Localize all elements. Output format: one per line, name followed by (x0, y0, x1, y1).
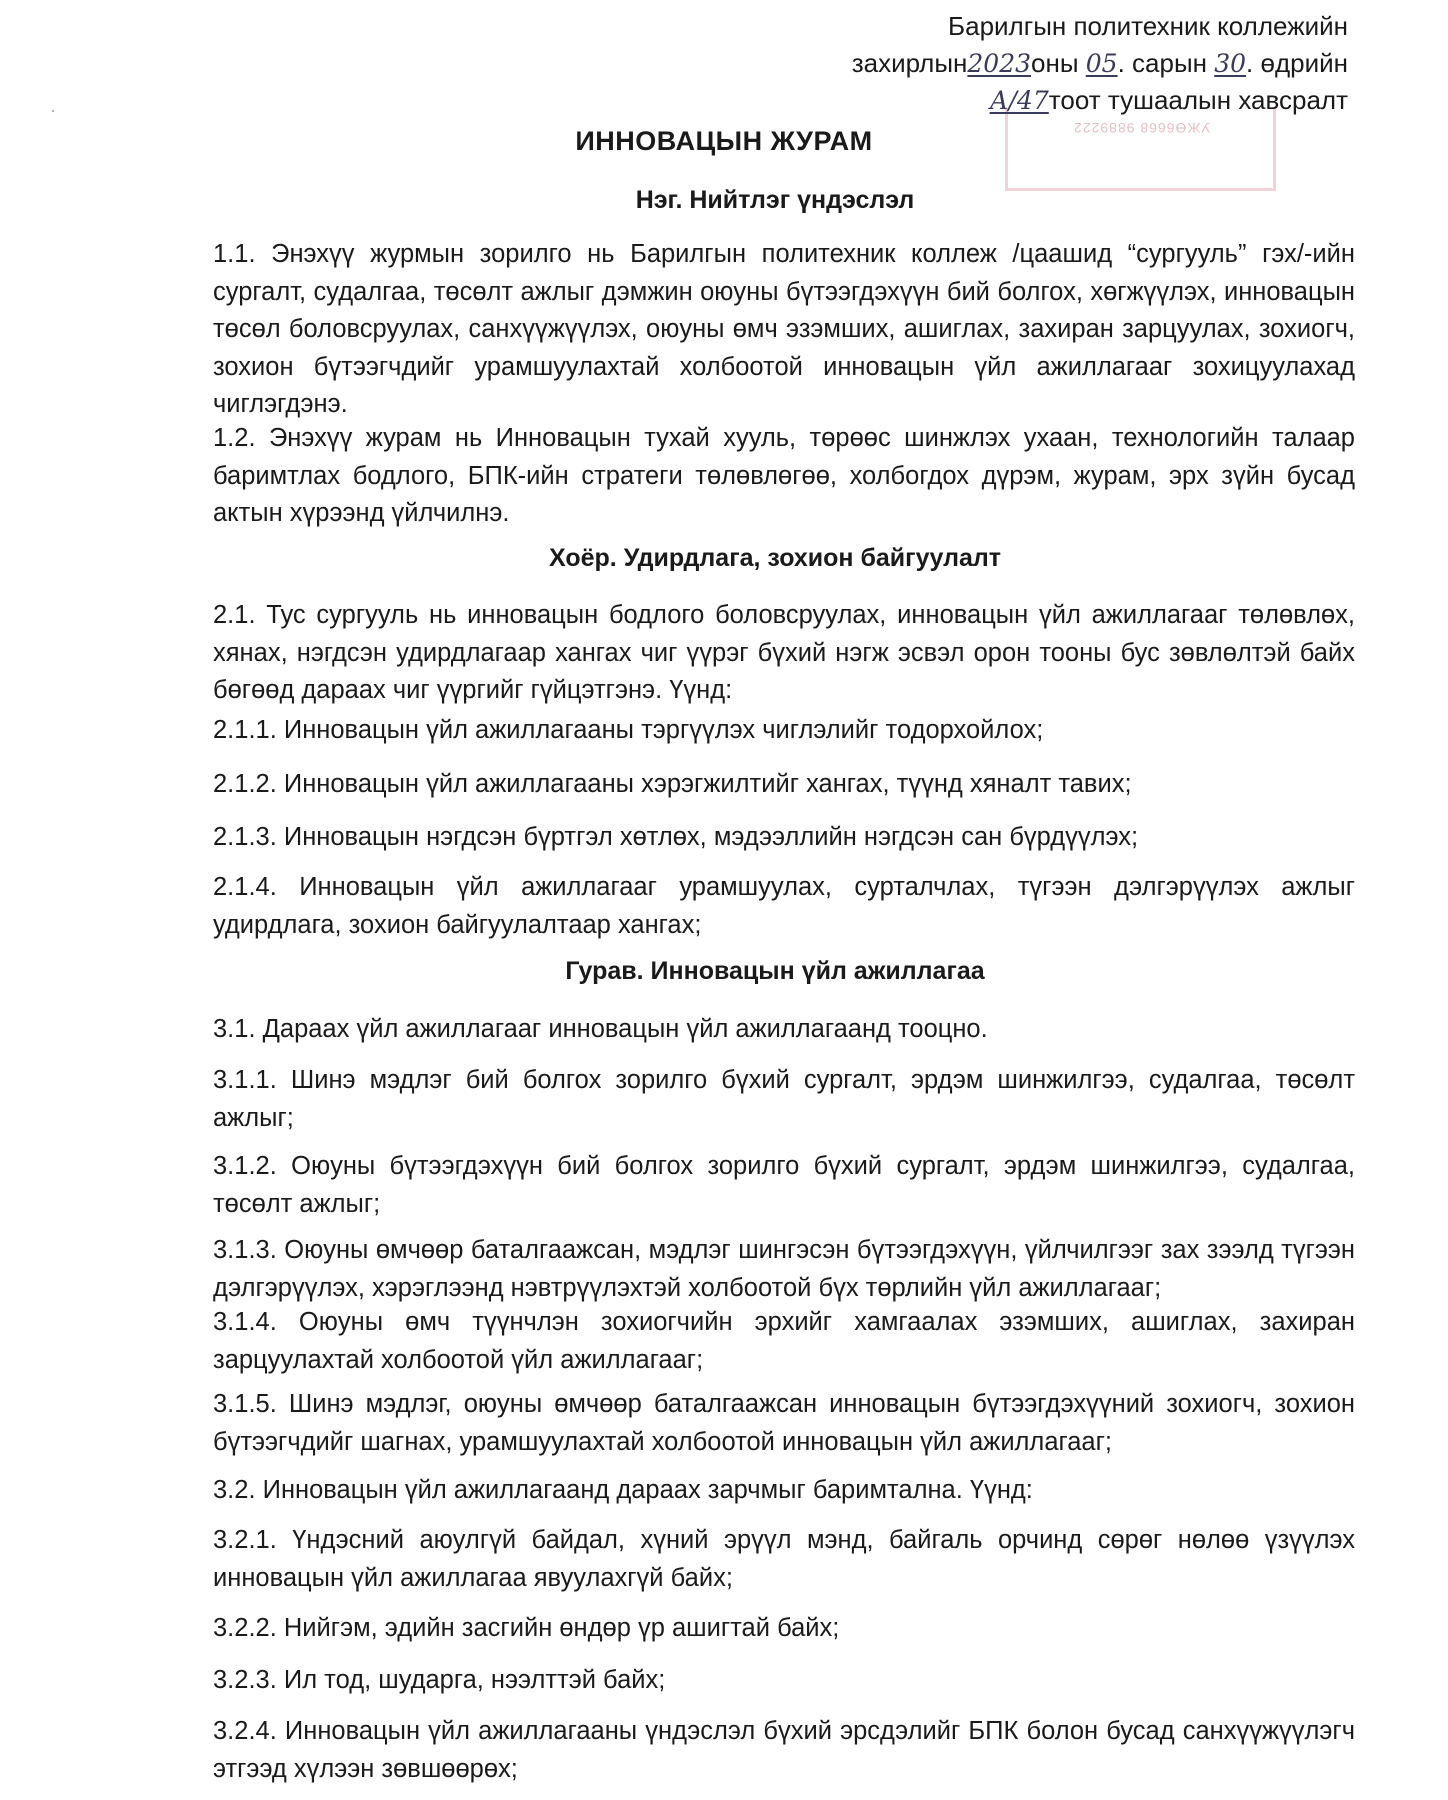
paragraph-2-1-2: 2.1.2. Инновацын үйл ажиллагааны хэрэгжилтийг хангах, түүнд хяналт тавих; (213, 770, 1132, 798)
paragraph-3-1-5: 3.1.5. Шинэ мэдлэг, оюуны өмчөөр баталгаажсан инновацын бүтээгдэхүүний зохиогч, зохион бүтээгчдийг шагнах, урамшуулахтай холбоотой инновацын үйл ажиллагааг; (213, 1390, 1355, 1456)
order-reference-header (852, 8, 1348, 119)
section-heading-1: Нэг. Нийтлэг үндэслэл (635, 186, 915, 214)
paragraph-3-1-1: 3.1.1. Шинэ мэдлэг бий болгох зорилго бүхий сургалт, эрдэм шинжилгээ, судалгаа, төсөлт ажлыг; (213, 1066, 1355, 1132)
paragraph-3-1-2: 3.1.2. Оюуны бүтээгдэхүүн бий болгох зорилго бүхий сургалт, эрдэм шинжилгээ, судалгаа, төсөлт ажлыг; (213, 1152, 1355, 1218)
header-text: тоот тушаалын хавсралт (1048, 85, 1348, 115)
paragraph-2-1-1: 2.1.1. Инновацын үйл ажиллагааны тэргүүлэх чиглэлийг тодорхойлох; (213, 716, 1044, 744)
paragraph-2-1: 2.1. Тус сургууль нь инновацын бодлого боловсруулах, инновацын үйл ажиллагааг төлөвлөх, хянах, нэгдсэн удирдлагаар хангах чиг үүрэг бүхий нэгж эсвэл орон тооны бус зөвлөлтэй байх бөгөөд дараах чиг үүргийг гүйцэтгэнэ. Үүнд: (213, 601, 1355, 704)
paragraph-3-2-1: 3.2.1. Үндэсний аюулгүй байдал, хүний эрүүл мэнд, байгаль орчинд сөрөг нөлөө үзүүлэх инновацын үйл ажиллагаа явуулахгүй байх; (213, 1526, 1355, 1592)
header-line-2 (852, 45, 1348, 82)
paragraph-1-2: 1.2. Энэхүү журам нь Инновацын тухай хууль, төрөөс шинжлэх ухаан, технологийн талаар баримтлах бодлого, БПК-ийн стратеги төлөвлөгөө, холбогдох дүрэм, журам, эрх зүйн бусад актын хүрээнд үйлчилнэ. (213, 424, 1355, 527)
header-text: . сарын (1117, 48, 1207, 78)
header-text: оны (1031, 48, 1079, 78)
paragraph-1-1: 1.1. Энэхүү журмын зорилго нь Барилгын политехник коллеж /цаашид “сургууль” гэх/-ийн сургалт, судалгаа, төсөлт ажлыг дэмжин оюуны бүтээгдэхүүн бий болгох, хөгжүүлэх, инновацын төсөл боловсруулах, санхүүжүүлэх, оюуны өмч эзэмших, ашиглах, захиран зарцуулах, зохиогч, зохион бүтээгчдийг урамшуулахтай холбоотой инновацын үйл ажиллагааг зохицуулахад чиглэгдэнэ. (213, 240, 1355, 418)
document-title: ИННОВАЦЫН ЖУРАМ (575, 126, 873, 156)
handwritten-day: 30 (1214, 49, 1247, 78)
paragraph-2-1-3: 2.1.3. Инновацын нэгдсэн бүртгэл хөтлөх, мэдээллийн нэгдсэн сан бүрдүүлэх; (213, 823, 1139, 851)
header-text: захирлын (851, 48, 968, 78)
stamp-text: УЖӨ6668 9889222 (1073, 120, 1211, 136)
section-heading-3: Гурав. Инновацын үйл ажиллагаа (565, 957, 985, 985)
header-line-3 (852, 82, 1348, 119)
paragraph-2-1-4: 2.1.4. Инновацын үйл ажиллагааг урамшуулах, сурталчлах, түгээн дэлгэрүүлэх ажлыг удирдлага, зохион байгуулалтаар хангах; (213, 873, 1355, 939)
header-line-1: Барилгын политехник коллежийн (948, 11, 1348, 41)
handwritten-year: 2023 (967, 49, 1032, 78)
paragraph-3-2-4: 3.2.4. Инновацын үйл ажиллагааны үндэслэл бүхий эрсдэлийг БПК болон бусад санхүүжүүлэгч этгээд хүлээн зөвшөөрөх; (213, 1717, 1355, 1783)
section-heading-2: Хоёр. Удирдлага, зохион байгуулалт (549, 544, 1001, 572)
paragraph-3-2-2: 3.2.2. Нийгэм, эдийн засгийн өндөр үр ашигтай байх; (213, 1614, 840, 1642)
header-text: . өдрийн (1246, 48, 1348, 78)
paragraph-3-1-4: 3.1.4. Оюуны өмч түүнчлэн зохиогчийн эрхийг хамгаалах эзэмших, ашиглах, захиран зарцуулахтай холбоотой үйл ажиллагааг; (213, 1308, 1355, 1374)
handwritten-order-number: А/47 (989, 86, 1049, 115)
paragraph-3-1: 3.1. Дараах үйл ажиллагааг инновацын үйл ажиллагаанд тооцно. (213, 1015, 988, 1043)
handwritten-month: 05 (1085, 49, 1118, 78)
paragraph-3-1-3: 3.1.3. Оюуны өмчөөр баталгаажсан, мэдлэг шингэсэн бүтээгдэхүүн, үйлчилгээг зах зээлд түгээн дэлгэрүүлэх, хэрэглээнд нэвтрүүлэхтэй холбоотой бүх төрлийн үйл ажиллагааг; (213, 1236, 1355, 1302)
paragraph-3-2-3: 3.2.3. Ил тод, шударга, нээлттэй байх; (213, 1666, 666, 1694)
paragraph-3-2: 3.2. Инновацын үйл ажиллагаанд дараах зарчмыг баримтална. Үүнд: (213, 1476, 1033, 1504)
scan-speck (52, 110, 54, 112)
